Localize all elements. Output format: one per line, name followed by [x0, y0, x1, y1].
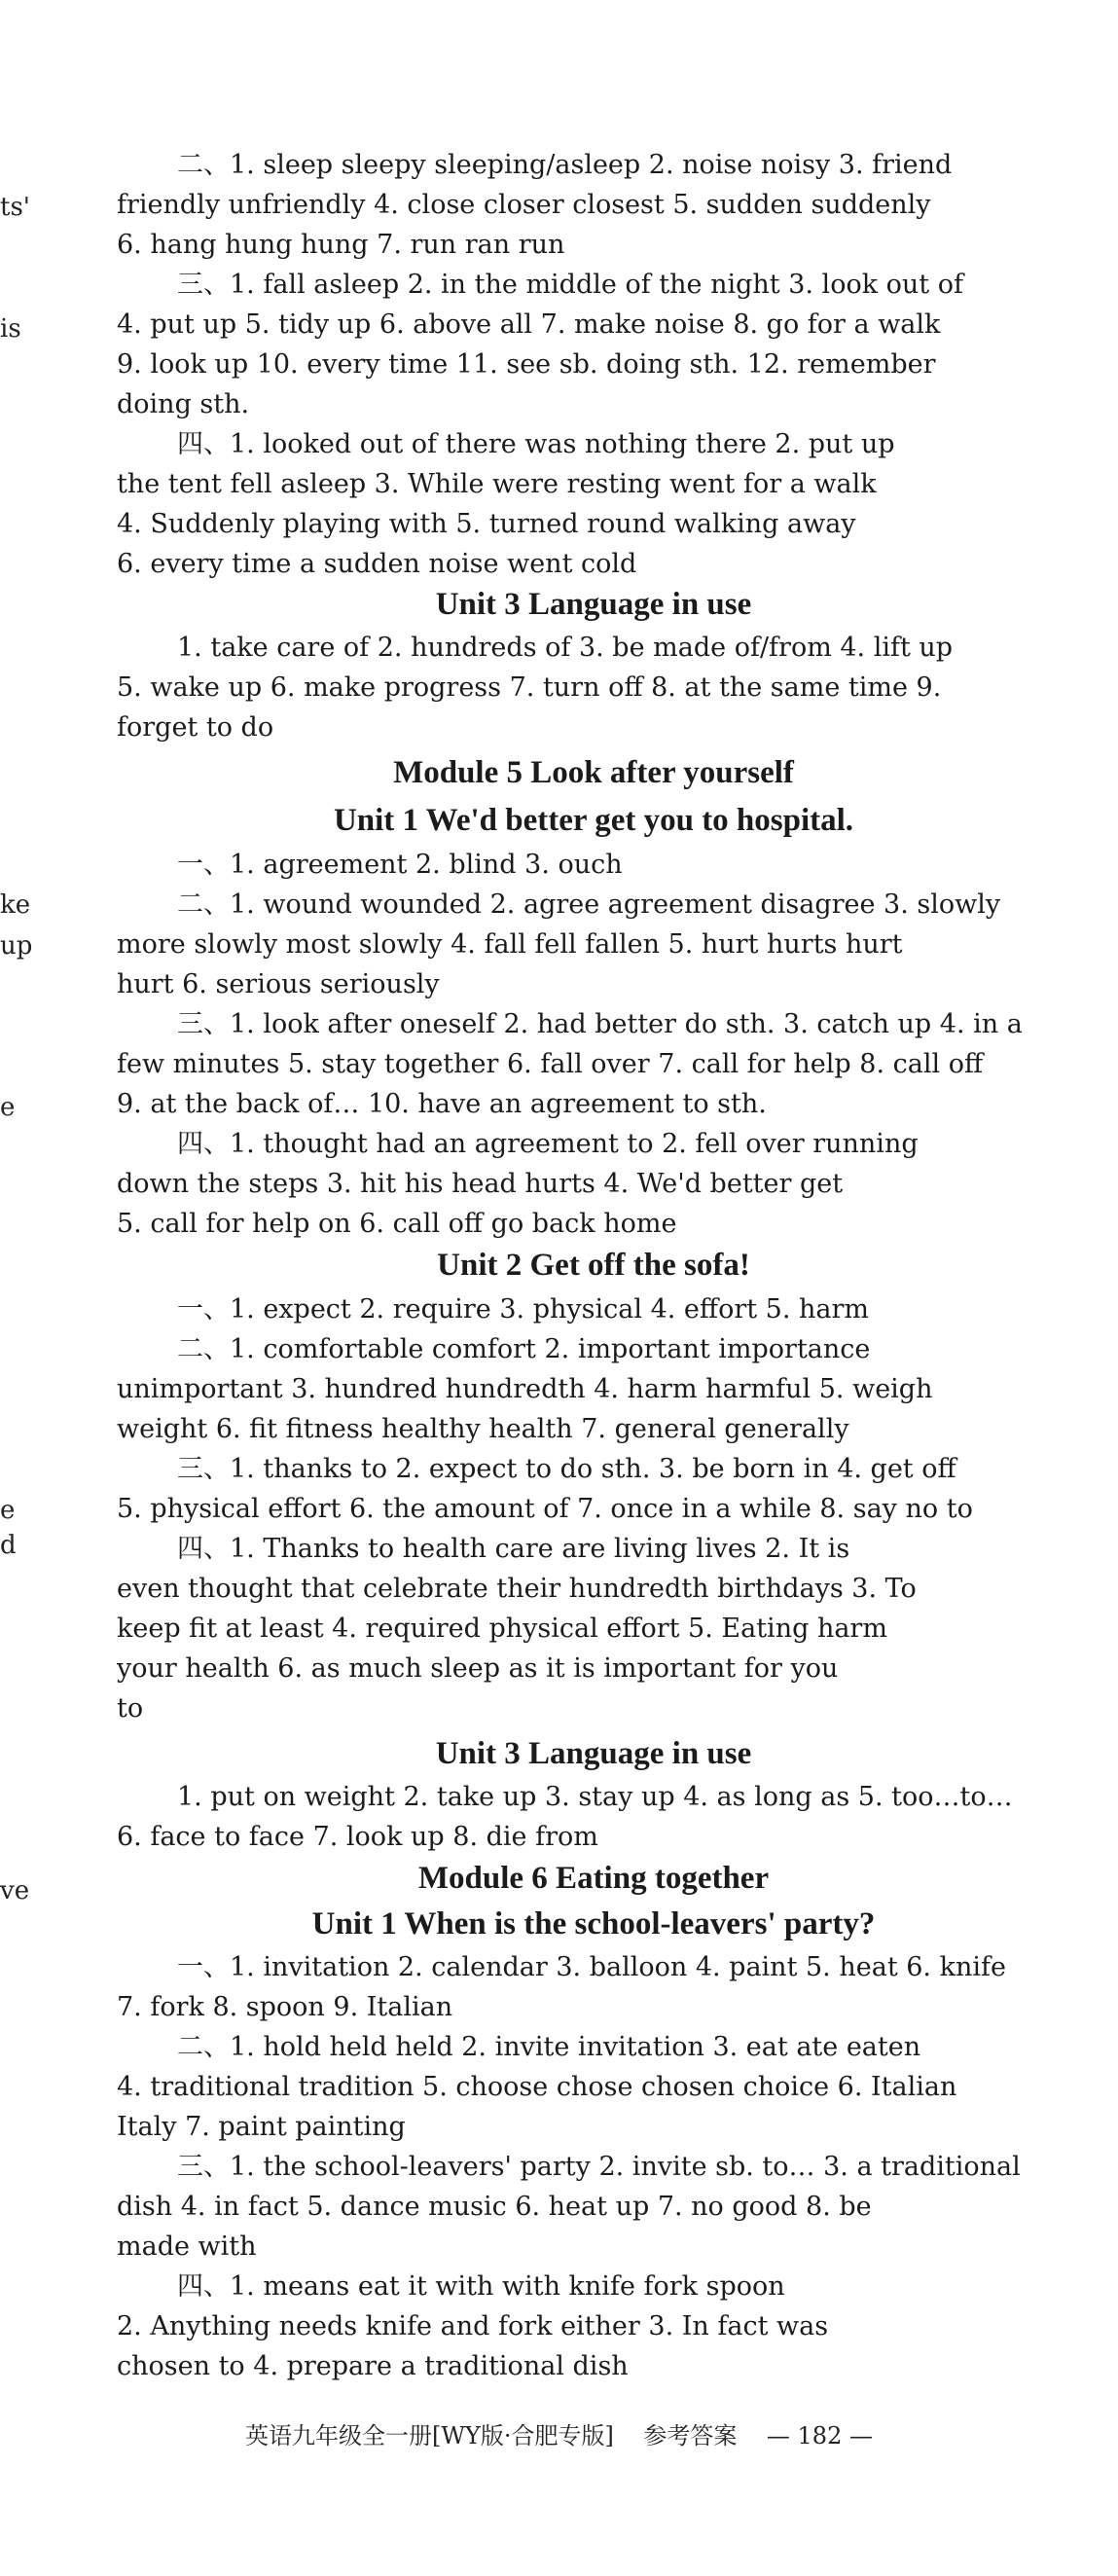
- module-heading: Module 5 Look after yourself: [393, 755, 794, 790]
- answer-line: 1. take care of 2. hundreds of 3. be made of/from 4. lift up: [177, 633, 954, 663]
- answer-line: to: [117, 1693, 144, 1723]
- answer-line: doing sth.: [117, 389, 250, 419]
- answer-line: chosen to 4. prepare a traditional dish: [117, 2351, 629, 2381]
- footer-section: 参考答案: [643, 2422, 738, 2449]
- answer-line: few minutes 5. stay together 6. fall over 7. call for help 8. call off: [117, 1049, 984, 1079]
- answer-line: 4. Suddenly playing with 5. turned round walking away: [117, 509, 856, 539]
- answer-line: 6. every time a sudden noise went cold: [117, 549, 637, 579]
- answer-line: keep fit at least 4. required physical effort 5. Eating harm: [117, 1614, 887, 1644]
- unit-heading: Unit 1 When is the school-leavers' party?: [311, 1906, 876, 1941]
- answer-line: 4. traditional tradition 5. choose chose chosen choice 6. Italian: [117, 2072, 957, 2102]
- page-number: — 182 —: [766, 2422, 873, 2449]
- answer-line: 二、1. wound wounded 2. agree agreement disagree 3. slowly: [177, 889, 1001, 920]
- answer-line: unimportant 3. hundred hundredth 4. harm harmful 5. weigh: [117, 1374, 933, 1404]
- answer-line: 二、1. sleep sleepy sleeping/asleep 2. noise noisy 3. friend: [177, 150, 953, 180]
- answer-line: made with: [117, 2231, 257, 2262]
- answer-line: 一、1. expect 2. require 3. physical 4. effort 5. harm: [177, 1294, 870, 1324]
- footer-book-title: 英语九年级全一册[WY版·合肥专版]: [245, 2422, 614, 2449]
- unit-heading: Unit 3 Language in use: [435, 1736, 752, 1771]
- answer-line: Italy 7. paint painting: [117, 2112, 406, 2142]
- margin-fragment: ts': [0, 193, 30, 222]
- answer-line: 9. look up 10. every time 11. see sb. doing sth. 12. remember: [117, 349, 936, 380]
- answer-line: 四、1. Thanks to health care are living lives 2. It is: [177, 1534, 850, 1564]
- answer-line: 5. wake up 6. make progress 7. turn off 8. at the same time 9.: [117, 672, 942, 703]
- answer-line: 二、1. hold held held 2. invite invitation 3. eat ate eaten: [177, 2032, 921, 2062]
- answer-line: 三、1. thanks to 2. expect to do sth. 3. be born in 4. get off: [177, 1454, 956, 1484]
- margin-fragment: ve: [0, 1876, 30, 1905]
- answer-line: 5. call for help on 6. call off go back home: [117, 1209, 677, 1239]
- answer-line: 1. put on weight 2. take up 3. stay up 4. as long as 5. too…to…: [177, 1782, 1013, 1812]
- answer-line: 7. fork 8. spoon 9. Italian: [117, 1992, 453, 2022]
- answer-line: 三、1. the school-leavers' party 2. invite sb. to… 3. a traditional: [177, 2152, 1021, 2182]
- answer-line: even thought that celebrate their hundredth birthdays 3. To: [117, 1574, 917, 1604]
- answer-line: 6. face to face 7. look up 8. die from: [117, 1822, 598, 1852]
- answer-line: friendly unfriendly 4. close closer closest 5. sudden suddenly: [117, 190, 931, 220]
- answer-line: 一、1. invitation 2. calendar 3. balloon 4. paint 5. heat 6. knife: [177, 1952, 1006, 1982]
- answer-line: 5. physical effort 6. the amount of 7. once in a while 8. say no to: [117, 1494, 973, 1524]
- answer-line: weight 6. fit fitness healthy health 7. general generally: [117, 1414, 849, 1444]
- answer-line: hurt 6. serious seriously: [117, 969, 440, 999]
- answer-line: dish 4. in fact 5. dance music 6. heat up 7. no good 8. be: [117, 2192, 872, 2222]
- answer-line: 二、1. comfortable comfort 2. important importance: [177, 1334, 871, 1364]
- answer-line: 四、1. means eat it with with knife fork spoon: [177, 2271, 785, 2302]
- margin-fragment: ke: [0, 890, 31, 920]
- answer-line: more slowly most slowly 4. fall fell fallen 5. hurt hurts hurt: [117, 929, 903, 960]
- answer-line: 6. hang hung hung 7. run ran run: [117, 230, 565, 260]
- answer-line: 三、1. fall asleep 2. in the middle of the night 3. look out of: [177, 270, 963, 300]
- margin-fragment: e: [0, 1496, 16, 1525]
- margin-fragment: up: [0, 931, 33, 961]
- answer-line: down the steps 3. hit his head hurts 4. We'd better get: [117, 1169, 844, 1199]
- left-margin-cropped-text: [0, 0, 39, 2576]
- answer-line: 四、1. looked out of there was nothing there 2. put up: [177, 429, 895, 459]
- answer-line: 2. Anything needs knife and fork either 3. In fact was: [117, 2311, 829, 2341]
- module-heading: Module 6 Eating together: [417, 1861, 770, 1896]
- answer-line: 9. at the back of… 10. have an agreement to sth.: [117, 1089, 767, 1119]
- unit-heading: Unit 1 We'd better get you to hospital.: [333, 803, 854, 838]
- answer-line: your health 6. as much sleep as it is important for you: [117, 1653, 839, 1684]
- unit-heading: Unit 3 Language in use: [435, 587, 752, 622]
- page-footer: [0, 2418, 1118, 2453]
- margin-fragment: is: [0, 314, 21, 344]
- margin-fragment: e: [0, 1093, 16, 1122]
- answer-line: 四、1. thought had an agreement to 2. fell over running: [177, 1129, 919, 1159]
- answer-line: 一、1. agreement 2. blind 3. ouch: [177, 850, 623, 880]
- margin-fragment: d: [0, 1531, 17, 1560]
- unit-heading: Unit 2 Get off the sofa!: [437, 1248, 750, 1283]
- answer-line: forget to do: [117, 712, 274, 743]
- answer-line: the tent fell asleep 3. While were resting went for a walk: [117, 469, 877, 499]
- answer-line: 三、1. look after oneself 2. had better do sth. 3. catch up 4. in a: [177, 1009, 1023, 1039]
- answer-line: 4. put up 5. tidy up 6. above all 7. make noise 8. go for a walk: [117, 309, 941, 340]
